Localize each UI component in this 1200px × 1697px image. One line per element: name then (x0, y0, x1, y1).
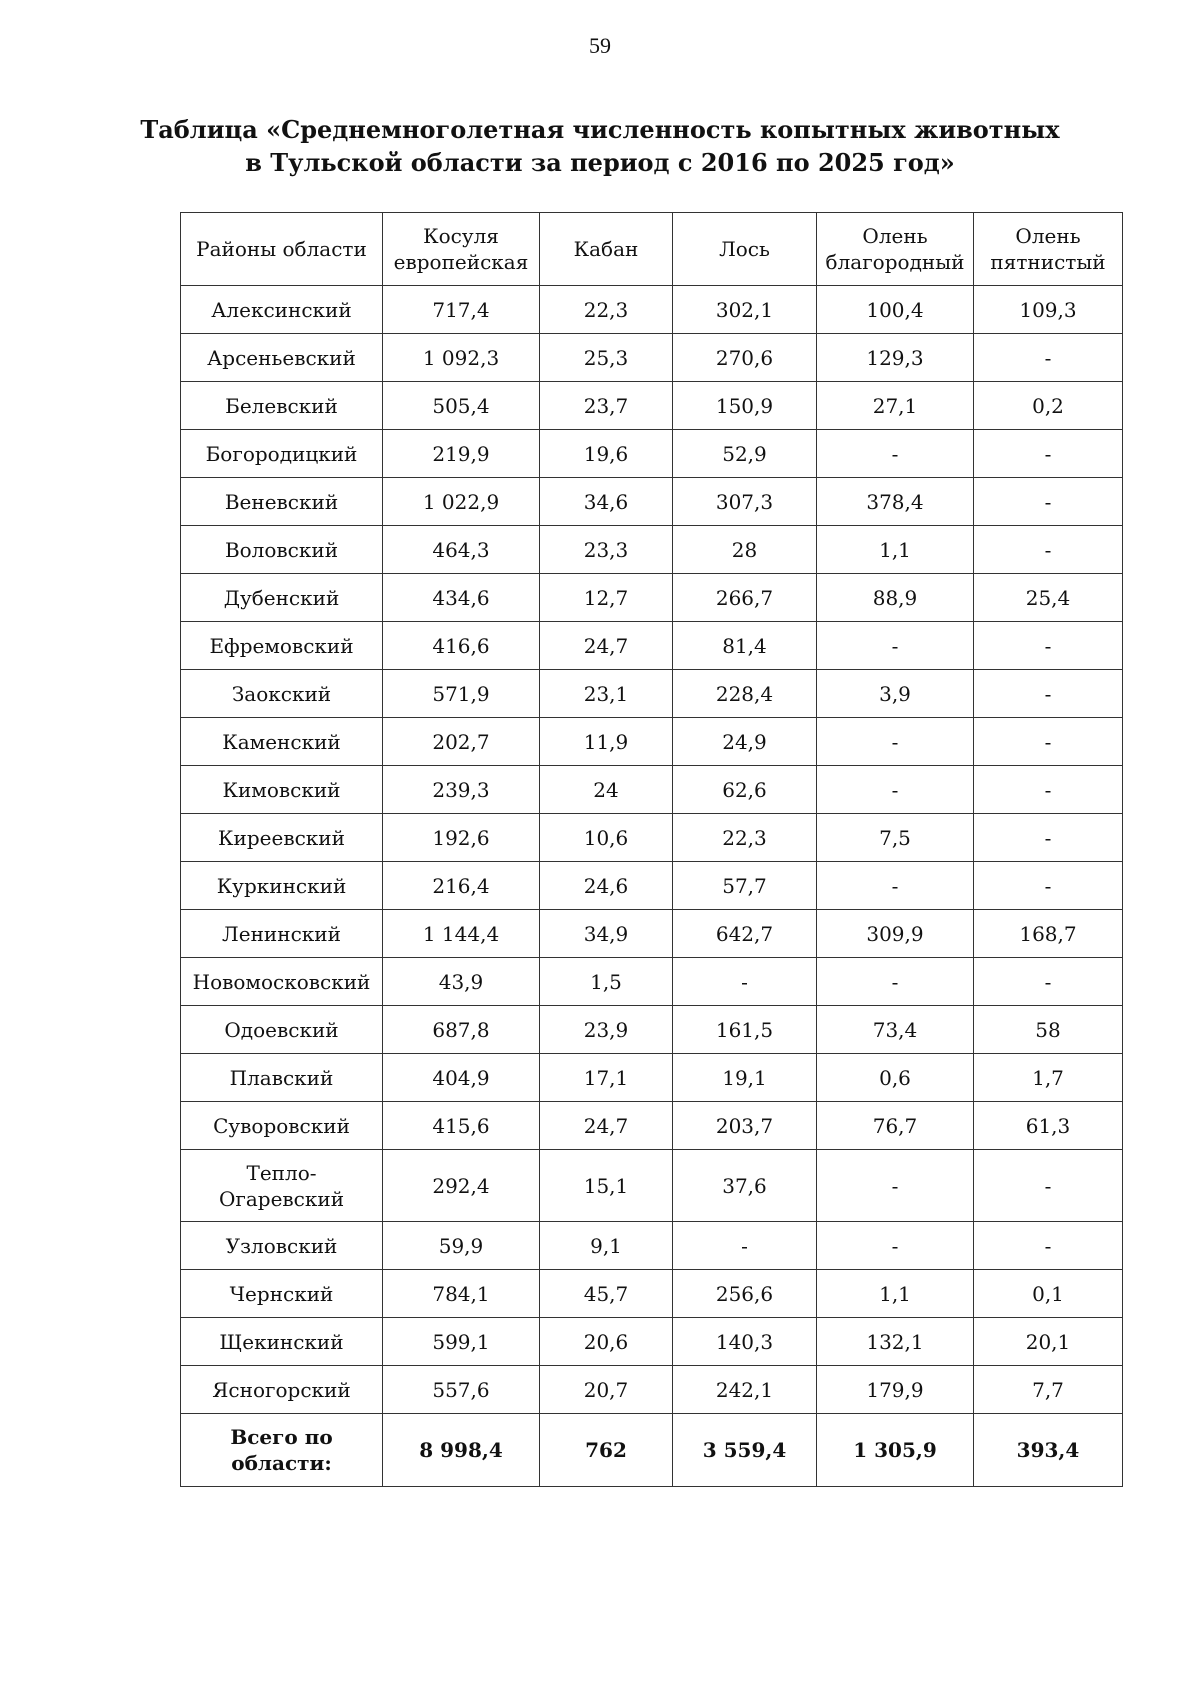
value-cell: 59,9 (383, 1222, 540, 1270)
ungulates-table (180, 212, 1123, 1487)
value-cell: 52,9 (673, 430, 817, 478)
value-cell: 3,9 (817, 670, 974, 718)
header-district: Районы области (181, 213, 383, 286)
value-cell: 203,7 (673, 1102, 817, 1150)
value-cell: 25,4 (974, 574, 1123, 622)
value-cell: - (974, 958, 1123, 1006)
value-cell: - (817, 1222, 974, 1270)
table-row (181, 622, 1123, 670)
value-cell: 61,3 (974, 1102, 1123, 1150)
table-row (181, 910, 1123, 958)
value-cell: - (974, 1222, 1123, 1270)
value-cell: - (817, 430, 974, 478)
total-cell: 1 305,9 (817, 1414, 974, 1487)
value-cell: 20,7 (540, 1366, 673, 1414)
value-cell: 202,7 (383, 718, 540, 766)
value-cell: 1 144,4 (383, 910, 540, 958)
value-cell: 242,1 (673, 1366, 817, 1414)
value-cell: 43,9 (383, 958, 540, 1006)
value-cell: 12,7 (540, 574, 673, 622)
district-name-cell: Узловский (181, 1222, 383, 1270)
value-cell: - (974, 622, 1123, 670)
value-cell: 687,8 (383, 1006, 540, 1054)
value-cell: 24 (540, 766, 673, 814)
district-name-cell: Новомосковский (181, 958, 383, 1006)
value-cell: 292,4 (383, 1150, 540, 1222)
header-sika-deer: Олень пятнистый (974, 213, 1123, 286)
district-name-cell: Воловский (181, 526, 383, 574)
district-name-cell: Ленинский (181, 910, 383, 958)
district-name-cell: Куркинский (181, 862, 383, 910)
value-cell: 216,4 (383, 862, 540, 910)
value-cell: 23,3 (540, 526, 673, 574)
value-cell: 1 092,3 (383, 334, 540, 382)
value-cell: 505,4 (383, 382, 540, 430)
table-row (181, 1222, 1123, 1270)
total-cell: 3 559,4 (673, 1414, 817, 1487)
value-cell: 20,6 (540, 1318, 673, 1366)
value-cell: 76,7 (817, 1102, 974, 1150)
value-cell: 24,6 (540, 862, 673, 910)
value-cell: - (974, 862, 1123, 910)
value-cell: 557,6 (383, 1366, 540, 1414)
value-cell: - (817, 1150, 974, 1222)
district-name-cell: Арсеньевский (181, 334, 383, 382)
value-cell: 0,2 (974, 382, 1123, 430)
district-name-cell: Ясногорский (181, 1366, 383, 1414)
value-cell: - (817, 958, 974, 1006)
total-row (181, 1414, 1123, 1487)
table-row (181, 478, 1123, 526)
value-cell: 415,6 (383, 1102, 540, 1150)
value-cell: 19,6 (540, 430, 673, 478)
value-cell: 1,5 (540, 958, 673, 1006)
district-name-cell: Чернский (181, 1270, 383, 1318)
table-row (181, 1054, 1123, 1102)
value-cell: 132,1 (817, 1318, 974, 1366)
value-cell: - (817, 862, 974, 910)
value-cell: - (817, 622, 974, 670)
header-red-deer: Олень благородный (817, 213, 974, 286)
value-cell: 11,9 (540, 718, 673, 766)
district-name-cell: Алексинский (181, 286, 383, 334)
value-cell: 571,9 (383, 670, 540, 718)
value-cell: 45,7 (540, 1270, 673, 1318)
value-cell: - (817, 718, 974, 766)
table-body (181, 286, 1123, 1414)
value-cell: 1,7 (974, 1054, 1123, 1102)
value-cell: - (974, 1150, 1123, 1222)
table-row (181, 958, 1123, 1006)
value-cell: 266,7 (673, 574, 817, 622)
table-row (181, 286, 1123, 334)
table-row (181, 1150, 1123, 1222)
district-name-cell: Богородицкий (181, 430, 383, 478)
title-line-2: в Тульской области за период с 2016 по 2025 год» (245, 148, 955, 177)
value-cell: 88,9 (817, 574, 974, 622)
value-cell: 100,4 (817, 286, 974, 334)
district-name-cell: Плавский (181, 1054, 383, 1102)
district-name-cell: Заокский (181, 670, 383, 718)
value-cell: 22,3 (540, 286, 673, 334)
value-cell: 20,1 (974, 1318, 1123, 1366)
table-row (181, 382, 1123, 430)
district-name-cell: Суворовский (181, 1102, 383, 1150)
value-cell: 10,6 (540, 814, 673, 862)
table-row (181, 718, 1123, 766)
table-row (181, 670, 1123, 718)
table-row (181, 1270, 1123, 1318)
value-cell: 24,7 (540, 1102, 673, 1150)
district-name-cell: Белевский (181, 382, 383, 430)
value-cell: 717,4 (383, 286, 540, 334)
value-cell: 228,4 (673, 670, 817, 718)
value-cell: 642,7 (673, 910, 817, 958)
table-row (181, 1102, 1123, 1150)
value-cell: - (974, 478, 1123, 526)
header-wild-boar: Кабан (540, 213, 673, 286)
value-cell: 17,1 (540, 1054, 673, 1102)
table-row (181, 1318, 1123, 1366)
district-name-cell: Ефремовский (181, 622, 383, 670)
value-cell: 23,7 (540, 382, 673, 430)
value-cell: 9,1 (540, 1222, 673, 1270)
value-cell: - (974, 670, 1123, 718)
value-cell: 270,6 (673, 334, 817, 382)
value-cell: 34,6 (540, 478, 673, 526)
value-cell: 62,6 (673, 766, 817, 814)
total-cell: 762 (540, 1414, 673, 1487)
value-cell: - (974, 430, 1123, 478)
value-cell: 378,4 (817, 478, 974, 526)
value-cell: 434,6 (383, 574, 540, 622)
value-cell: 0,6 (817, 1054, 974, 1102)
value-cell: 28 (673, 526, 817, 574)
total-label: Всего по области: (181, 1414, 383, 1487)
value-cell: 58 (974, 1006, 1123, 1054)
value-cell: 7,7 (974, 1366, 1123, 1414)
district-name-cell: Веневский (181, 478, 383, 526)
value-cell: 129,3 (817, 334, 974, 382)
value-cell: 219,9 (383, 430, 540, 478)
value-cell: 57,7 (673, 862, 817, 910)
value-cell: 24,7 (540, 622, 673, 670)
total-cell: 8 998,4 (383, 1414, 540, 1487)
value-cell: 73,4 (817, 1006, 974, 1054)
value-cell: 464,3 (383, 526, 540, 574)
value-cell: - (974, 718, 1123, 766)
value-cell: 1,1 (817, 526, 974, 574)
header-moose: Лось (673, 213, 817, 286)
table-row (181, 526, 1123, 574)
value-cell: 302,1 (673, 286, 817, 334)
value-cell: 161,5 (673, 1006, 817, 1054)
value-cell: 239,3 (383, 766, 540, 814)
value-cell: 23,9 (540, 1006, 673, 1054)
value-cell: 599,1 (383, 1318, 540, 1366)
district-name-cell: Каменский (181, 718, 383, 766)
value-cell: 0,1 (974, 1270, 1123, 1318)
district-name-cell: Дубенский (181, 574, 383, 622)
value-cell: 140,3 (673, 1318, 817, 1366)
page-number: 59 (589, 33, 611, 58)
value-cell: 25,3 (540, 334, 673, 382)
value-cell: - (817, 766, 974, 814)
value-cell: 784,1 (383, 1270, 540, 1318)
value-cell: 15,1 (540, 1150, 673, 1222)
value-cell: 109,3 (974, 286, 1123, 334)
table-row (181, 766, 1123, 814)
table-title (0, 113, 1200, 179)
table-row (181, 862, 1123, 910)
value-cell: 27,1 (817, 382, 974, 430)
header-roe-deer: Косуля европейская (383, 213, 540, 286)
value-cell: 24,9 (673, 718, 817, 766)
value-cell: 81,4 (673, 622, 817, 670)
value-cell: 1,1 (817, 1270, 974, 1318)
district-name-cell: Тепло-Огаревский (181, 1150, 383, 1222)
district-name-cell: Щекинский (181, 1318, 383, 1366)
value-cell: 168,7 (974, 910, 1123, 958)
value-cell: 1 022,9 (383, 478, 540, 526)
table-row (181, 1006, 1123, 1054)
value-cell: 404,9 (383, 1054, 540, 1102)
district-name-cell: Киреевский (181, 814, 383, 862)
value-cell: - (974, 766, 1123, 814)
value-cell: 150,9 (673, 382, 817, 430)
value-cell: 179,9 (817, 1366, 974, 1414)
value-cell: 256,6 (673, 1270, 817, 1318)
district-name-cell: Кимовский (181, 766, 383, 814)
value-cell: 22,3 (673, 814, 817, 862)
value-cell: - (974, 334, 1123, 382)
title-line-1: Таблица «Среднемноголетная численность копытных животных (140, 115, 1060, 144)
district-name-cell: Одоевский (181, 1006, 383, 1054)
table-header-row (181, 213, 1123, 286)
value-cell: 34,9 (540, 910, 673, 958)
value-cell: - (673, 1222, 817, 1270)
value-cell: 416,6 (383, 622, 540, 670)
value-cell: 309,9 (817, 910, 974, 958)
value-cell: 192,6 (383, 814, 540, 862)
value-cell: - (974, 526, 1123, 574)
total-cell: 393,4 (974, 1414, 1123, 1487)
table-row (181, 1366, 1123, 1414)
value-cell: 23,1 (540, 670, 673, 718)
table-row (181, 574, 1123, 622)
value-cell: 7,5 (817, 814, 974, 862)
value-cell: 307,3 (673, 478, 817, 526)
table-row (181, 430, 1123, 478)
value-cell: - (673, 958, 817, 1006)
table-row (181, 814, 1123, 862)
value-cell: 19,1 (673, 1054, 817, 1102)
value-cell: 37,6 (673, 1150, 817, 1222)
value-cell: - (974, 814, 1123, 862)
table-row (181, 334, 1123, 382)
